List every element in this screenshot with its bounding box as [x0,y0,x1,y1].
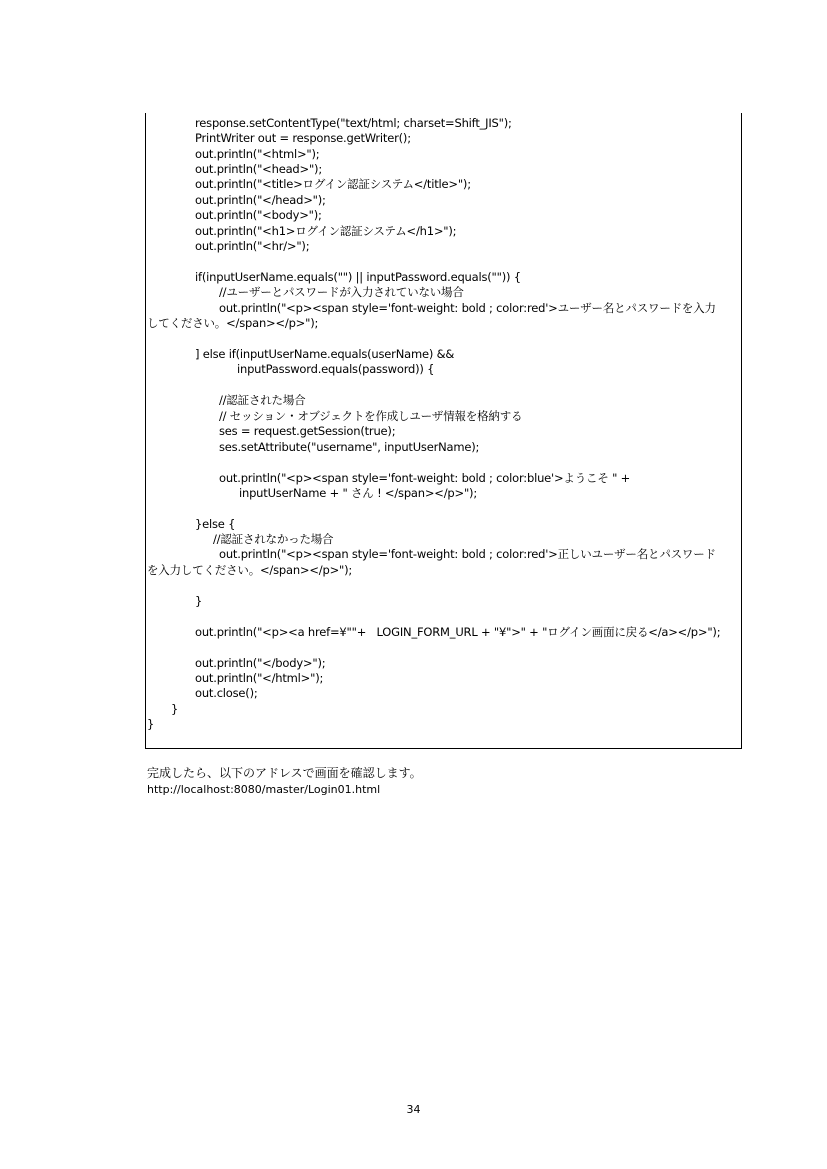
code-line: ] else if(inputUserName.equals(userName) && [195,347,455,361]
code-comment: //認証されなかった場合 [213,532,334,546]
code-line: を入力してください。</span></p>"); [147,563,353,577]
code-line: out.println("<p><span style='font-weight: bold ; color:red'>正しいユーザー名とパスワード [219,547,716,561]
code-line: } [147,717,155,731]
code-line: out.println("<html>"); [195,147,320,161]
code-line: response.setContentType("text/html; charset=Shift_JIS"); [195,116,512,130]
code-line: out.println("<head>"); [195,162,323,176]
code-line: out.println("<h1>ログイン認証システム</h1>"); [195,224,457,238]
code-line: ses = request.getSession(true); [219,424,396,438]
code-line: out.println("<title>ログイン認証システム</title>"); [195,177,471,191]
code-line: してください。</span></p>"); [147,316,319,330]
code-line: PrintWriter out = response.getWriter(); [195,131,411,145]
url-text: http://localhost:8080/master/Login01.html [147,783,381,796]
code-line: out.println("<body>"); [195,208,322,222]
code-comment: //ユーザーとパスワードが入力されていない場合 [219,285,464,299]
code-line: ses.setAttribute("username", inputUserName); [219,440,480,454]
code-comment: //認証された場合 [219,393,306,407]
code-line: out.println("<p><a href=¥""+ LOGIN_FORM_URL + "¥">" + "ログイン画面に戻る</a></p>"); [195,625,721,639]
code-line: out.println("<p><span style='font-weight: bold ; color:red'>ユーザー名とパスワードを入力 [219,301,716,315]
code-line: out.close(); [195,686,258,700]
code-comment: // セッション・オブジェクトを作成しユーザ情報を格納する [219,409,523,423]
code-line: }else { [195,517,236,531]
page-number: 34 [406,1103,421,1116]
code-line: inputPassword.equals(password)) { [237,362,435,376]
code-line: } [195,594,203,608]
code-line: out.println("<p><span style='font-weight: bold ; color:blue'>ようこそ " + [219,471,631,485]
code-line: inputUserName + " さん ! </span></p>"); [239,486,478,500]
code-line: out.println("</html>"); [195,671,324,685]
instruction-text: 完成したら、以下のアドレスで画面を確認します。 [147,766,422,780]
code-line: out.println("</head>"); [195,193,326,207]
code-line: if(inputUserName.equals("") || inputPassword.equals("")) { [195,270,521,284]
code-line: } [171,702,179,716]
code-line: out.println("<hr/>"); [195,239,310,253]
code-line: out.println("</body>"); [195,656,326,670]
